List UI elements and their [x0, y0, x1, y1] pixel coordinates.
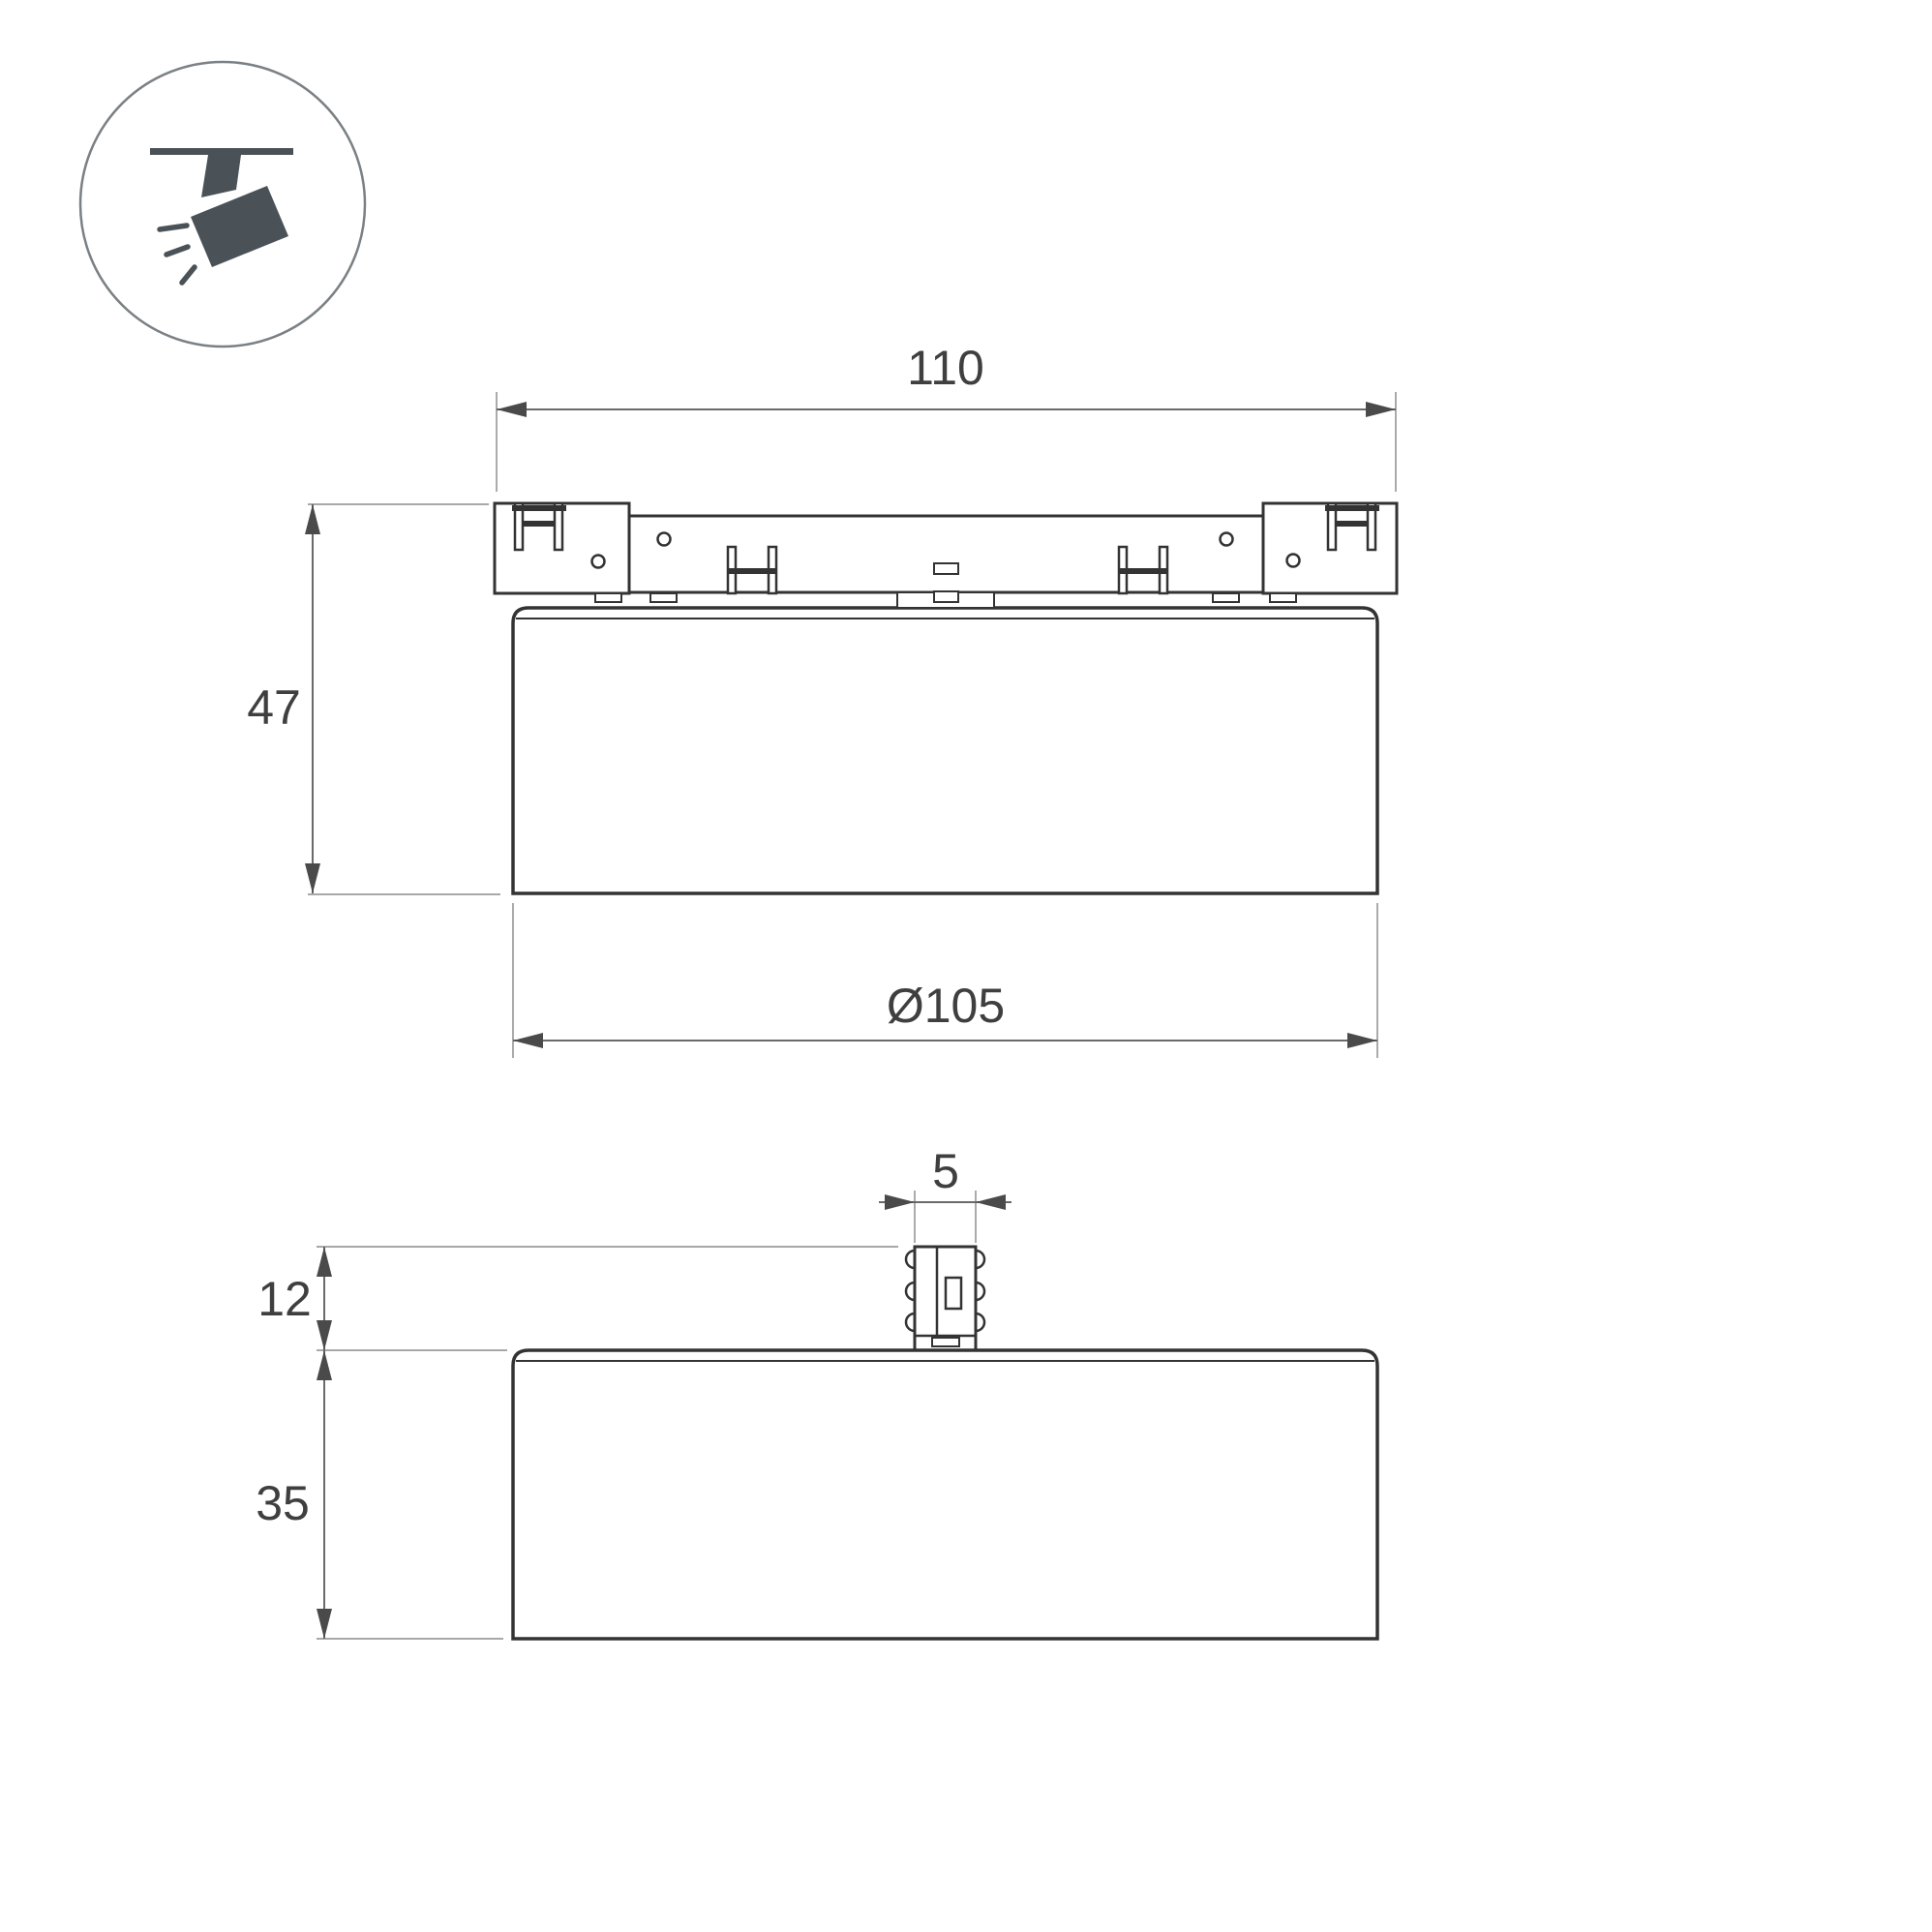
connector-foot-notch — [932, 1338, 959, 1346]
dim-label-connector-width: 5 — [932, 1144, 959, 1198]
hole-left-block — [592, 556, 605, 568]
arrow-down — [305, 863, 320, 893]
luminaire-body-side — [513, 1350, 1377, 1639]
dim-label-body-diameter: Ø105 — [886, 979, 1006, 1033]
dim-connector-height — [257, 1247, 898, 1350]
arrow-right — [1347, 1033, 1377, 1048]
dim-body-height — [256, 1350, 503, 1639]
hole-plate-right — [1221, 533, 1233, 546]
hole-right-block — [1287, 555, 1300, 567]
track-adapter — [495, 503, 1397, 608]
dim-label-overall-width: 110 — [907, 341, 984, 395]
arrow-right — [885, 1194, 915, 1210]
luminaire-body-front — [513, 608, 1377, 893]
arrow-up — [305, 504, 320, 534]
arrow-down — [317, 1609, 332, 1639]
dim-overall-height — [247, 504, 500, 894]
arrow-up — [317, 1247, 332, 1277]
dim-label-overall-height: 47 — [247, 680, 301, 735]
hole-plate-left — [658, 533, 671, 546]
arrow-down — [317, 1320, 332, 1350]
icon-ceiling-track — [150, 148, 293, 155]
side-view — [256, 1144, 1377, 1639]
arrow-left — [497, 402, 527, 417]
dim-label-connector-height: 12 — [257, 1272, 312, 1326]
arrow-up — [317, 1350, 332, 1380]
dim-label-body-height: 35 — [256, 1476, 310, 1530]
track-connector-side — [906, 1247, 984, 1350]
arrow-left — [513, 1033, 543, 1048]
front-view — [247, 341, 1397, 1058]
dim-connector-width — [879, 1144, 1011, 1243]
connector-slot — [946, 1278, 961, 1309]
dim-overall-width — [497, 341, 1396, 492]
arrow-left — [976, 1194, 1006, 1210]
arrow-right — [1366, 402, 1396, 417]
dim-body-diameter — [513, 903, 1377, 1058]
track-spotlight-icon — [80, 62, 365, 347]
